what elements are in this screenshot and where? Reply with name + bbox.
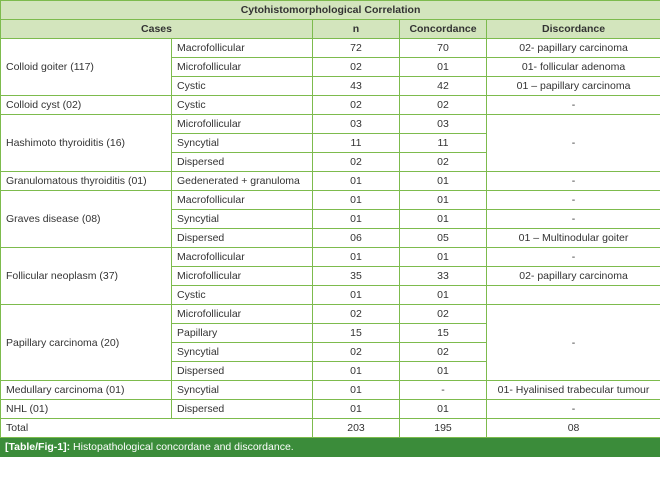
case-name-cell: Colloid goiter (117) [1,39,172,96]
cell-discordance: 02- papillary carcinoma [487,39,660,58]
cell-concordance: 33 [400,267,487,286]
cell-type: Dispersed [172,153,313,172]
cell-type: Syncytial [172,381,313,400]
table-body [1,39,660,438]
cell-type: Dispersed [172,229,313,248]
cell-type: Cystic [172,77,313,96]
cell-discordance: 01- Hyalinised trabecular tumour [487,381,660,400]
case-name-cell: Hashimoto thyroiditis (16) [1,115,172,172]
cell-discordance: 01 – papillary carcinoma [487,77,660,96]
header-cases: Cases [1,20,313,39]
cell-n: 43 [313,77,400,96]
table-row [1,172,660,191]
cell-n: 01 [313,286,400,305]
table-row [1,96,660,115]
cell-concordance: 02 [400,153,487,172]
cell-n: 02 [313,58,400,77]
cell-n: 01 [313,210,400,229]
cell-n: 01 [313,172,400,191]
total-label: Total [1,419,313,438]
cell-n: 01 [313,191,400,210]
cell-concordance: 01 [400,210,487,229]
cell-concordance: - [400,381,487,400]
cell-type: Dispersed [172,362,313,381]
cell-type: Microfollicular [172,115,313,134]
total-n: 203 [313,419,400,438]
cell-n: 02 [313,96,400,115]
cell-n: 15 [313,324,400,343]
cell-type: Microfollicular [172,58,313,77]
cell-concordance: 05 [400,229,487,248]
cell-discordance: - [487,172,660,191]
cell-discordance: - [487,115,660,172]
header-discordance: Discordance [487,20,660,39]
caption-label: [Table/Fig-1]: [5,441,71,453]
table-row [1,191,660,210]
cell-type: Papillary [172,324,313,343]
cell-n: 02 [313,343,400,362]
cell-concordance: 01 [400,191,487,210]
cell-n: 72 [313,39,400,58]
case-name-cell: Medullary carcinoma (01) [1,381,172,400]
cell-type: Dispersed [172,400,313,419]
total-concordance: 195 [400,419,487,438]
cell-n: 02 [313,153,400,172]
cell-type: Macrofollicular [172,248,313,267]
cell-concordance: 01 [400,400,487,419]
cell-type: Cystic [172,286,313,305]
header-concordance: Concordance [400,20,487,39]
cell-n: 01 [313,400,400,419]
cell-type: Macrofollicular [172,39,313,58]
cell-n: 03 [313,115,400,134]
table-row [1,248,660,267]
cell-n: 02 [313,305,400,324]
table-title: Cytohistomorphological Correlation [1,1,660,20]
cell-concordance: 03 [400,115,487,134]
case-name-cell: Follicular neoplasm (37) [1,248,172,305]
cell-n: 11 [313,134,400,153]
cell-discordance: 02- papillary carcinoma [487,267,660,286]
cell-type: Syncytial [172,134,313,153]
case-name-cell: NHL (01) [1,400,172,419]
cell-concordance: 02 [400,305,487,324]
cell-concordance: 11 [400,134,487,153]
cell-discordance: - [487,400,660,419]
table-title-row [1,1,660,20]
cell-concordance: 02 [400,343,487,362]
table-caption [0,438,660,457]
cell-type: Syncytial [172,210,313,229]
cell-discordance: - [487,191,660,210]
total-discordance: 08 [487,419,660,438]
table-row [1,305,660,324]
table-header-row [1,20,660,39]
cell-concordance: 01 [400,286,487,305]
cell-discordance: - [487,210,660,229]
cell-type: Syncytial [172,343,313,362]
total-row [1,419,660,438]
case-name-cell: Graves disease (08) [1,191,172,248]
cell-concordance: 01 [400,172,487,191]
cell-type: Microfollicular [172,267,313,286]
cell-discordance: 01- follicular adenoma [487,58,660,77]
cell-concordance: 02 [400,96,487,115]
cell-concordance: 42 [400,77,487,96]
cell-discordance: - [487,305,660,381]
caption-text: Histopathological concordane and discordance. [70,441,294,453]
cell-type: Microfollicular [172,305,313,324]
cell-n: 01 [313,381,400,400]
table-row [1,381,660,400]
case-name-cell: Colloid cyst (02) [1,96,172,115]
cell-type: Macrofollicular [172,191,313,210]
cell-discordance: - [487,96,660,115]
cell-concordance: 70 [400,39,487,58]
cell-type: Cystic [172,96,313,115]
header-n: n [313,20,400,39]
cell-discordance: - [487,248,660,267]
case-name-cell: Granulomatous thyroiditis (01) [1,172,172,191]
cell-n: 01 [313,248,400,267]
cell-discordance: 01 – Multinodular goiter [487,229,660,248]
case-name-cell: Papillary carcinoma (20) [1,305,172,381]
cell-n: 06 [313,229,400,248]
cell-concordance: 15 [400,324,487,343]
cell-type: Gedenerated + granuloma [172,172,313,191]
cell-discordance [487,286,660,305]
table-row [1,39,660,58]
cell-n: 01 [313,362,400,381]
table-row [1,115,660,134]
table-row [1,400,660,419]
cell-concordance: 01 [400,248,487,267]
cell-concordance: 01 [400,362,487,381]
cell-concordance: 01 [400,58,487,77]
cell-n: 35 [313,267,400,286]
